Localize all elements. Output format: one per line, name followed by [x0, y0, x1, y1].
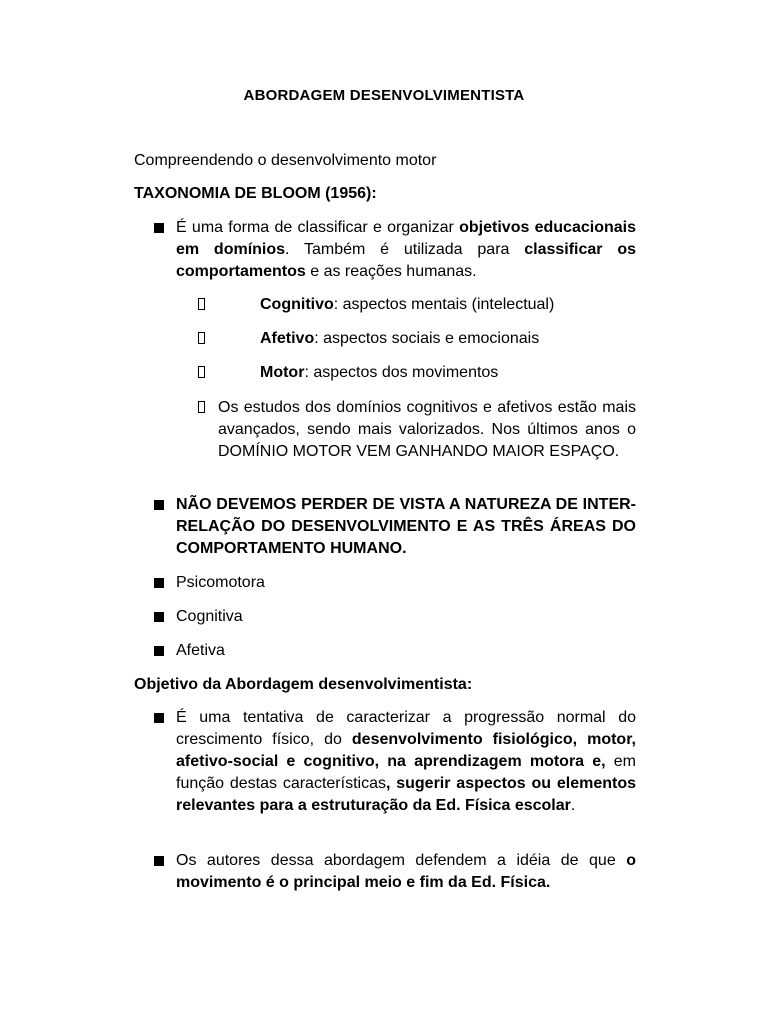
sub-item-motor: Motor: aspectos dos movimentos [198, 362, 636, 384]
sub-item-cognitivo: Cognitivo: aspectos mentais (intelectual) [198, 294, 636, 316]
section-heading-objetivo: Objetivo da Abordagem desenvolvimentista: [134, 676, 473, 693]
square-bullet-icon [154, 223, 164, 233]
missing-glyph-icon [198, 332, 205, 344]
bullet-item-bloom [134, 217, 636, 283]
intro-line: Compreendendo o desenvolvimento motor [134, 152, 437, 169]
section-heading-bloom: TAXONOMIA DE BLOOM (1956): [134, 185, 377, 202]
missing-glyph-icon [198, 366, 205, 378]
square-bullet-icon [154, 500, 164, 510]
square-bullet-icon [154, 612, 164, 622]
bullet-item-inter-relacao: NÃO DEVEMOS PERDER DE VISTA A NATUREZA DE INTER-RELAÇÃO DO DESENVOLVIMENTO E AS TRÊS ÁREAS DO COMPORTAMENTO HUMANO. [134, 494, 636, 560]
square-bullet-icon [154, 856, 164, 866]
square-bullet-icon [154, 578, 164, 588]
square-bullet-icon [154, 646, 164, 656]
missing-glyph-icon [198, 298, 205, 310]
sub-item-afetivo: Afetivo: aspectos sociais e emocionais [198, 328, 636, 350]
area-item-afetiva: Afetiva [134, 640, 636, 662]
area-item-cognitiva: Cognitiva [134, 606, 636, 628]
sub-item-note: Os estudos dos domínios cognitivos e afetivos estão mais avançados, sendo mais valorizados. Nos últimos anos o DOMÍNIO MOTOR VEM GANHANDO MAIOR ESPAÇO. [198, 397, 636, 463]
document-title: ABORDAGEM DESENVOLVIMENTISTA [243, 87, 525, 104]
square-bullet-icon [154, 713, 164, 723]
bullet-item-autores: Os autores dessa abordagem defendem a idéia de que o movimento é o principal meio e fim da Ed. Física. [134, 850, 636, 894]
bullet-item-objetivo: É uma tentativa de caracterizar a progressão normal do crescimento físico, do desenvolvimento fisiológico, motor, afetivo-social e cognitivo, na aprendizagem motora e, em função destas características, sugerir aspectos ou elementos relevantes para a estruturação da Ed. Física escolar. [134, 707, 636, 817]
bullet-text: É uma forma de classificar e organizar objetivos educacionais em domínios. Também é utilizada para classificar os comportamentos e as reações humanas. [176, 219, 636, 280]
area-item-psicomotora: Psicomotora [134, 572, 636, 594]
missing-glyph-icon [198, 401, 205, 413]
